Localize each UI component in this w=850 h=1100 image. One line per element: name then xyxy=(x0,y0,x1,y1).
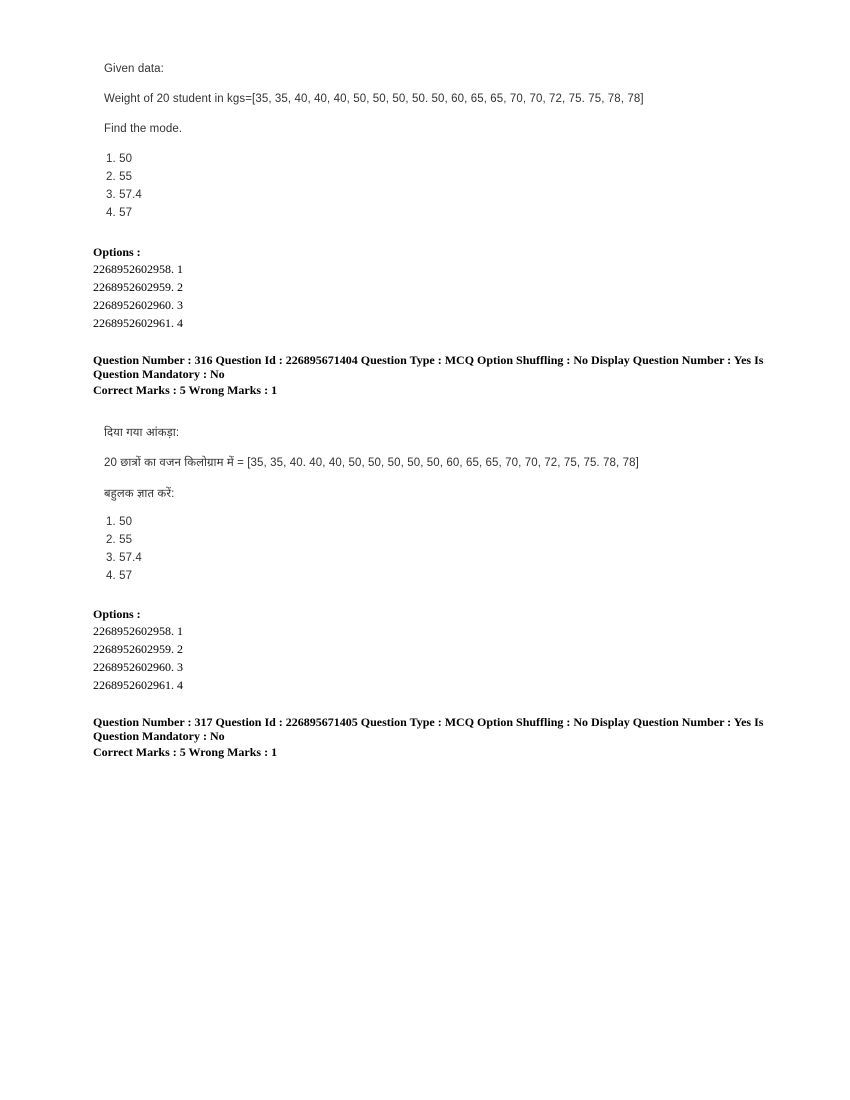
choice-item: 3. 57.4 xyxy=(106,552,142,564)
option-id: 2268952602961. 4 xyxy=(93,678,183,692)
question-mandatory: Question Mandatory : No xyxy=(93,729,225,743)
choice-item: 3. 57.4 xyxy=(106,189,142,201)
choice-item: 2. 55 xyxy=(106,171,133,183)
given-data-label: दिया गया आंकड़ा: xyxy=(104,427,180,439)
choice-item: 1. 50 xyxy=(106,153,133,165)
data-line: 20 छात्रों का वजन किलोग्राम में = [35, 35, 40. 40, 40, 50, 50, 50, 50, 50, 60, 65, 65, 70, 70, 72, 75, 75. 78, 78] xyxy=(104,457,639,469)
question-prompt: Find the mode. xyxy=(104,123,183,135)
question-meta-line: Question Number : 316 Question Id : 226895671404 Question Type : MCQ Option Shuffling : No Display Question Number : Yes Is xyxy=(93,353,764,367)
question-meta-line: Question Number : 317 Question Id : 226895671405 Question Type : MCQ Option Shuffling : No Display Question Number : Yes Is xyxy=(93,715,764,729)
options-heading: Options : xyxy=(93,607,141,621)
choice-item: 4. 57 xyxy=(106,207,133,219)
option-id: 2268952602960. 3 xyxy=(93,660,183,674)
given-data-label: Given data: xyxy=(104,63,164,75)
data-line: Weight of 20 student in kgs=[35, 35, 40, 40, 40, 50, 50, 50, 50. 50, 60, 65, 65, 70, 70, 72, 75. 75, 78, 78] xyxy=(104,93,644,105)
question-prompt: बहुलक ज्ञात करें: xyxy=(104,488,175,500)
option-id: 2268952602961. 4 xyxy=(93,316,183,330)
marks-line: Correct Marks : 5 Wrong Marks : 1 xyxy=(93,383,278,397)
option-id: 2268952602959. 2 xyxy=(93,642,183,656)
option-id: 2268952602958. 1 xyxy=(93,624,183,638)
choice-item: 2. 55 xyxy=(106,534,133,546)
marks-line: Correct Marks : 5 Wrong Marks : 1 xyxy=(93,745,278,759)
option-id: 2268952602959. 2 xyxy=(93,280,183,294)
option-id: 2268952602960. 3 xyxy=(93,298,183,312)
options-heading: Options : xyxy=(93,245,141,259)
choice-item: 4. 57 xyxy=(106,570,133,582)
choice-item: 1. 50 xyxy=(106,516,133,528)
question-mandatory: Question Mandatory : No xyxy=(93,367,225,381)
option-id: 2268952602958. 1 xyxy=(93,262,183,276)
